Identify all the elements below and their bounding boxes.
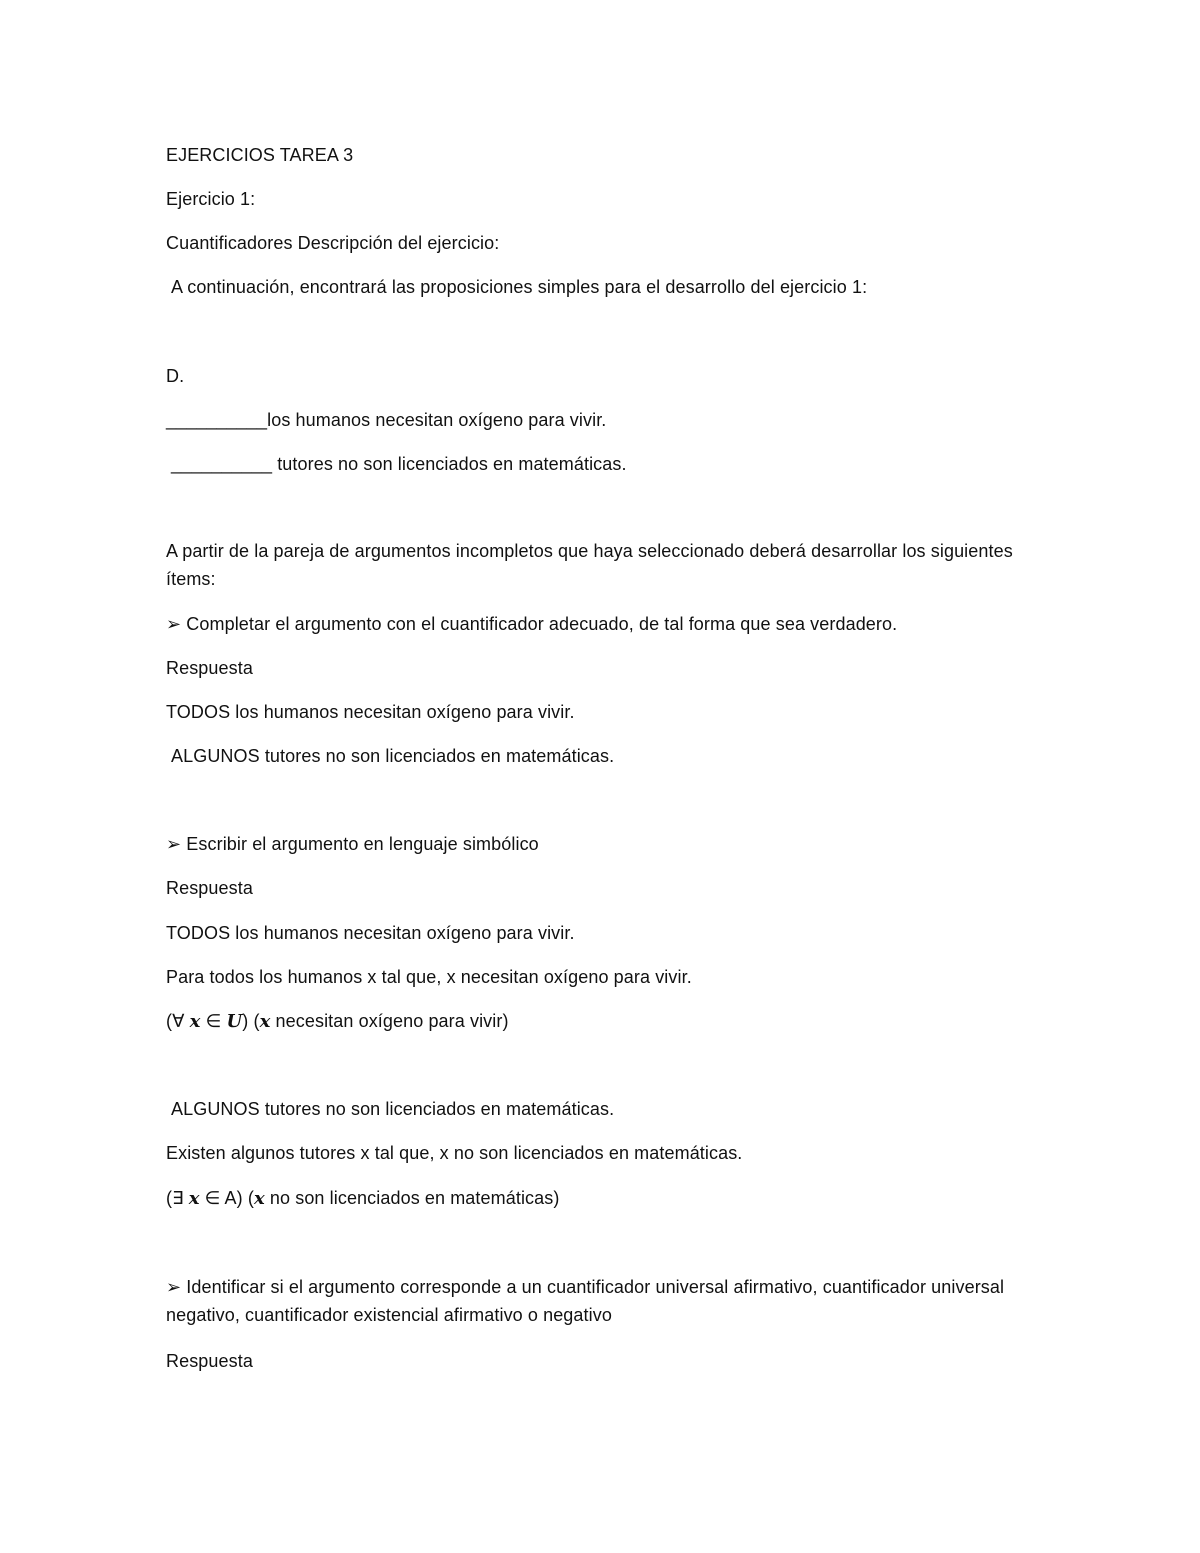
formula-separator: ) ( — [242, 1011, 260, 1031]
element-of-symbol: ∈ — [204, 1188, 221, 1209]
bullet-arrow-icon: ➢ — [166, 834, 182, 854]
answer-label-2: Respuesta — [166, 878, 253, 898]
section-heading: Cuantificadores Descripción del ejercicio: — [166, 233, 500, 253]
formula-variable: 𝒙 — [188, 1188, 200, 1209]
bullet-arrow-icon: ➢ — [166, 614, 182, 634]
exists-symbol: ∃ — [172, 1188, 184, 1209]
item-3-text: Identificar si el argumento corresponde a un cuantificador universal afirmativo, cuantificador universal negativo, cuantificador existencial afirmativo o negativo — [166, 1277, 1005, 1325]
answer-1b: ALGUNOS tutores no son licenciados en matemáticas. — [171, 746, 615, 766]
answer-2c: ALGUNOS tutores no son licenciados en matemáticas. — [171, 1099, 615, 1119]
answer-2a: TODOS los humanos necesitan oxígeno para vivir. — [166, 923, 575, 943]
formula-open-paren: ( — [166, 1188, 173, 1208]
item-2 — [166, 833, 539, 855]
blank-proposition-1: __________los humanos necesitan oxígeno para vivir. — [166, 410, 607, 430]
item-1-text: Completar el argumento con el cuantificador adecuado, de tal forma que sea verdadero. — [186, 614, 898, 634]
answer-2d: Existen algunos tutores x tal que, x no son licenciados en matemáticas. — [166, 1143, 743, 1163]
formula-variable-2: 𝒙 — [253, 1188, 265, 1209]
bullet-arrow-icon: ➢ — [166, 1277, 182, 1297]
answer-2b: Para todos los humanos x tal que, x necesitan oxígeno para vivir. — [166, 967, 692, 987]
answer-1a: TODOS los humanos necesitan oxígeno para vivir. — [166, 702, 575, 722]
instructions-paragraph: A partir de la pareja de argumentos incompletos que haya seleccionado deberá desarrollar los siguientes ítems: — [166, 541, 1013, 589]
formula-variable-2: 𝒙 — [259, 1011, 271, 1032]
answer-label-3: Respuesta — [166, 1351, 253, 1371]
item-3 — [166, 1273, 1016, 1329]
forall-symbol: ∀ — [172, 1011, 185, 1032]
item-1 — [166, 613, 897, 635]
formula-set: A — [224, 1188, 237, 1208]
formula-predicate: no son licenciados en matemáticas) — [264, 1188, 560, 1208]
answer-label-1: Respuesta — [166, 658, 253, 678]
formula-predicate: necesitan oxígeno para vivir) — [270, 1011, 509, 1031]
formula-separator: ) ( — [236, 1188, 254, 1208]
intro-paragraph: A continuación, encontrará las proposiciones simples para el desarrollo del ejercicio 1: — [171, 277, 868, 297]
exercise-label: Ejercicio 1: — [166, 189, 256, 209]
formula-existential — [166, 1187, 559, 1210]
formula-open-paren: ( — [166, 1011, 173, 1031]
formula-universal — [166, 1010, 509, 1033]
document-title: EJERCICIOS TAREA 3 — [166, 145, 354, 165]
formula-set: 𝑼 — [226, 1011, 243, 1032]
item-2-text: Escribir el argumento en lenguaje simbólico — [186, 834, 539, 854]
element-of-symbol: ∈ — [205, 1011, 222, 1032]
formula-variable: 𝒙 — [189, 1011, 201, 1032]
option-label: D. — [166, 366, 185, 386]
blank-proposition-2: __________ tutores no son licenciados en matemáticas. — [171, 454, 627, 474]
